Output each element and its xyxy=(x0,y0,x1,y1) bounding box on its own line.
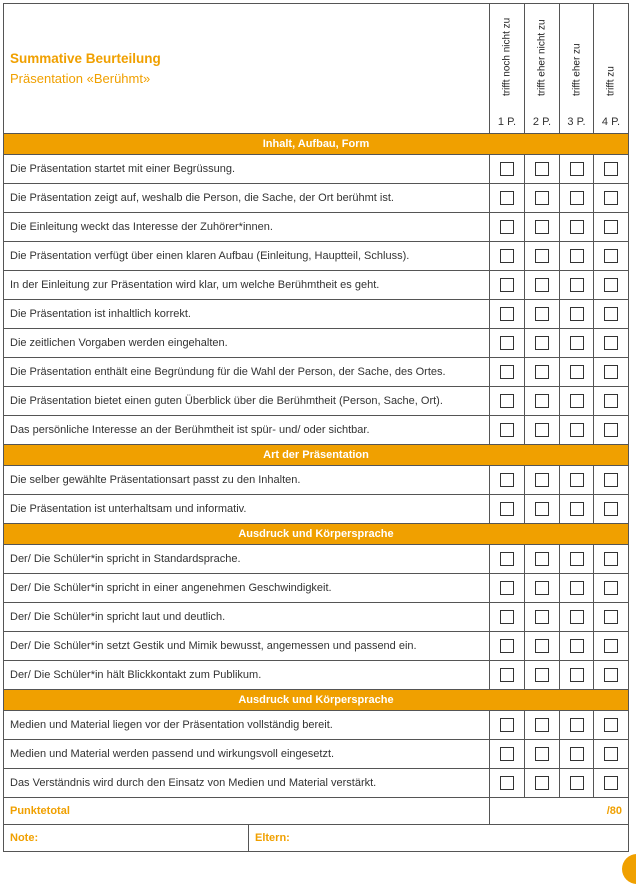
rating-cell xyxy=(490,155,525,184)
rating-checkbox[interactable] xyxy=(535,552,549,566)
rating-cell xyxy=(525,387,560,416)
rating-cell xyxy=(490,213,525,242)
criterion-text: Die Präsentation verfügt über einen klaren Aufbau (Einleitung, Hauptteil, Schluss). xyxy=(4,242,490,271)
rating-cell xyxy=(525,242,560,271)
rating-cell xyxy=(560,184,594,213)
column-points: 4 P. xyxy=(594,111,629,134)
rating-cell xyxy=(560,711,594,740)
column-label: trifft zu xyxy=(605,66,617,96)
rating-checkbox[interactable] xyxy=(500,394,514,408)
total-label: Punktetotal xyxy=(4,798,490,825)
rating-cell xyxy=(525,711,560,740)
rating-checkbox[interactable] xyxy=(604,220,618,234)
criterion-row xyxy=(4,329,629,358)
rating-checkbox[interactable] xyxy=(604,473,618,487)
criterion-row xyxy=(4,545,629,574)
rating-checkbox[interactable] xyxy=(535,365,549,379)
rating-cell xyxy=(525,155,560,184)
rating-cell xyxy=(525,358,560,387)
rating-checkbox[interactable] xyxy=(570,191,584,205)
rating-cell xyxy=(594,213,629,242)
rating-cell xyxy=(560,300,594,329)
rating-cell xyxy=(525,545,560,574)
rating-cell xyxy=(560,661,594,690)
rating-cell xyxy=(594,603,629,632)
column-label: trifft noch nicht zu xyxy=(501,17,513,96)
rating-cell xyxy=(490,603,525,632)
criterion-row xyxy=(4,711,629,740)
column-header-3 xyxy=(560,4,594,112)
rating-checkbox[interactable] xyxy=(570,365,584,379)
rating-checkbox[interactable] xyxy=(570,278,584,292)
rating-cell xyxy=(594,466,629,495)
rating-checkbox[interactable] xyxy=(500,220,514,234)
rating-checkbox[interactable] xyxy=(570,502,584,516)
criterion-text: Das Verständnis wird durch den Einsatz von Medien und Material verstärkt. xyxy=(4,769,490,798)
rating-cell xyxy=(560,387,594,416)
rating-checkbox[interactable] xyxy=(500,668,514,682)
rating-cell xyxy=(560,632,594,661)
criterion-text: Medien und Material liegen vor der Präsentation vollständig bereit. xyxy=(4,711,490,740)
rating-cell xyxy=(594,155,629,184)
rating-checkbox[interactable] xyxy=(535,668,549,682)
rating-cell xyxy=(560,574,594,603)
criterion-text: Die Präsentation enthält eine Begründung für die Wahl der Person, der Sache, des Ortes. xyxy=(4,358,490,387)
rating-cell xyxy=(525,213,560,242)
rating-cell xyxy=(490,271,525,300)
rating-checkbox[interactable] xyxy=(604,336,618,350)
rating-cell xyxy=(490,632,525,661)
section-header xyxy=(4,445,629,466)
rating-cell xyxy=(560,155,594,184)
column-points: 1 P. xyxy=(490,111,525,134)
column-label: trifft eher nicht zu xyxy=(536,19,548,96)
rating-checkbox[interactable] xyxy=(500,776,514,790)
criterion-row xyxy=(4,387,629,416)
rating-checkbox[interactable] xyxy=(604,552,618,566)
rating-cell xyxy=(525,769,560,798)
rating-checkbox[interactable] xyxy=(570,776,584,790)
rating-cell xyxy=(490,242,525,271)
criterion-text: Die Präsentation ist inhaltlich korrekt. xyxy=(4,300,490,329)
criterion-row xyxy=(4,574,629,603)
rating-cell xyxy=(594,387,629,416)
rating-checkbox[interactable] xyxy=(570,336,584,350)
rating-cell xyxy=(594,184,629,213)
rating-checkbox[interactable] xyxy=(500,423,514,437)
criterion-text: Die zeitlichen Vorgaben werden eingehalten. xyxy=(4,329,490,358)
rating-cell xyxy=(490,466,525,495)
total-value[interactable]: /80 xyxy=(490,798,629,825)
criterion-text: Medien und Material werden passend und wirkungsvoll eingesetzt. xyxy=(4,740,490,769)
rating-checkbox[interactable] xyxy=(570,610,584,624)
rating-checkbox[interactable] xyxy=(535,249,549,263)
rating-checkbox[interactable] xyxy=(604,502,618,516)
criterion-row xyxy=(4,155,629,184)
criterion-text: Der/ Die Schüler*in hält Blickkontakt zum Publikum. xyxy=(4,661,490,690)
rating-checkbox[interactable] xyxy=(500,747,514,761)
rating-checkbox[interactable] xyxy=(500,191,514,205)
rating-checkbox[interactable] xyxy=(604,581,618,595)
criterion-text: Der/ Die Schüler*in setzt Gestik und Mimik bewusst, angemessen und passend ein. xyxy=(4,632,490,661)
rating-checkbox[interactable] xyxy=(535,336,549,350)
rating-checkbox[interactable] xyxy=(535,718,549,732)
rating-cell xyxy=(594,632,629,661)
rating-checkbox[interactable] xyxy=(500,336,514,350)
rating-cell xyxy=(594,711,629,740)
rating-cell xyxy=(525,661,560,690)
rating-checkbox[interactable] xyxy=(604,718,618,732)
section-title: Ausdruck und Körpersprache xyxy=(4,524,629,545)
parents-field[interactable]: Eltern: xyxy=(255,832,290,844)
criterion-text: Die selber gewählte Präsentationsart passt zu den Inhalten. xyxy=(4,466,490,495)
criterion-text: Die Präsentation ist unterhaltsam und informativ. xyxy=(4,495,490,524)
rating-cell xyxy=(560,213,594,242)
rating-checkbox[interactable] xyxy=(535,307,549,321)
rating-checkbox[interactable] xyxy=(500,502,514,516)
rating-cell xyxy=(560,416,594,445)
rating-checkbox[interactable] xyxy=(535,162,549,176)
column-points: 3 P. xyxy=(560,111,594,134)
rating-checkbox[interactable] xyxy=(604,191,618,205)
rating-cell xyxy=(525,271,560,300)
total-row xyxy=(4,798,629,825)
rating-checkbox[interactable] xyxy=(535,747,549,761)
rating-cell xyxy=(490,661,525,690)
rating-checkbox[interactable] xyxy=(604,394,618,408)
rating-cell xyxy=(560,358,594,387)
rating-checkbox[interactable] xyxy=(500,365,514,379)
rating-checkbox[interactable] xyxy=(500,473,514,487)
rating-checkbox[interactable] xyxy=(604,307,618,321)
section-title: Art der Präsentation xyxy=(4,445,629,466)
rating-cell xyxy=(490,574,525,603)
rating-checkbox[interactable] xyxy=(570,639,584,653)
criterion-row xyxy=(4,495,629,524)
page-title: Summative Beurteilung xyxy=(10,51,161,66)
rating-checkbox[interactable] xyxy=(604,610,618,624)
rating-cell xyxy=(525,632,560,661)
page-subtitle: Präsentation «Berühmt» xyxy=(10,71,151,86)
rating-checkbox[interactable] xyxy=(500,249,514,263)
signature-row xyxy=(4,825,629,852)
rating-cell xyxy=(525,329,560,358)
rating-checkbox[interactable] xyxy=(500,552,514,566)
criterion-row xyxy=(4,661,629,690)
rating-cell xyxy=(490,711,525,740)
rating-checkbox[interactable] xyxy=(570,747,584,761)
criterion-text: Die Einleitung weckt das Interesse der Zuhörer*innen. xyxy=(4,213,490,242)
rating-checkbox[interactable] xyxy=(604,162,618,176)
column-header-1 xyxy=(490,4,525,112)
section-header xyxy=(4,524,629,545)
rating-checkbox[interactable] xyxy=(535,502,549,516)
rating-cell xyxy=(490,545,525,574)
criterion-row xyxy=(4,184,629,213)
rating-cell xyxy=(594,242,629,271)
rating-checkbox[interactable] xyxy=(604,639,618,653)
rating-checkbox[interactable] xyxy=(535,581,549,595)
rating-checkbox[interactable] xyxy=(500,610,514,624)
rating-cell xyxy=(525,466,560,495)
rating-cell xyxy=(560,271,594,300)
rating-checkbox[interactable] xyxy=(500,162,514,176)
criterion-row xyxy=(4,300,629,329)
header-title-cell xyxy=(4,4,490,134)
rating-checkbox[interactable] xyxy=(570,162,584,176)
section-header xyxy=(4,134,629,155)
rating-checkbox[interactable] xyxy=(535,220,549,234)
criterion-row xyxy=(4,358,629,387)
criterion-text: Das persönliche Interesse an der Berühmtheit ist spür- und/ oder sichtbar. xyxy=(4,416,490,445)
criterion-row xyxy=(4,466,629,495)
rating-checkbox[interactable] xyxy=(604,365,618,379)
rating-cell xyxy=(525,603,560,632)
criterion-text: Die Präsentation zeigt auf, weshalb die Person, die Sache, der Ort berühmt ist. xyxy=(4,184,490,213)
rating-checkbox[interactable] xyxy=(535,776,549,790)
criterion-row xyxy=(4,271,629,300)
rating-cell xyxy=(594,271,629,300)
rating-cell xyxy=(490,387,525,416)
rating-checkbox[interactable] xyxy=(604,423,618,437)
criterion-row xyxy=(4,416,629,445)
rating-cell xyxy=(490,358,525,387)
section-title: Inhalt, Aufbau, Form xyxy=(4,134,629,155)
column-header-4 xyxy=(594,4,629,112)
rating-checkbox[interactable] xyxy=(570,718,584,732)
rating-checkbox[interactable] xyxy=(535,473,549,487)
rating-cell xyxy=(490,300,525,329)
rating-checkbox[interactable] xyxy=(500,718,514,732)
rating-cell xyxy=(560,740,594,769)
section-header xyxy=(4,690,629,711)
rating-checkbox[interactable] xyxy=(500,639,514,653)
rating-checkbox[interactable] xyxy=(500,581,514,595)
criterion-text: Die Präsentation startet mit einer Begrüssung. xyxy=(4,155,490,184)
rating-checkbox[interactable] xyxy=(535,423,549,437)
rating-cell xyxy=(560,329,594,358)
section-title: Ausdruck und Körpersprache xyxy=(4,690,629,711)
rating-checkbox[interactable] xyxy=(570,220,584,234)
rating-cell xyxy=(525,574,560,603)
rating-cell xyxy=(560,603,594,632)
assessment-sheet xyxy=(3,3,628,861)
rating-cell xyxy=(525,300,560,329)
rating-checkbox[interactable] xyxy=(570,307,584,321)
column-header-2 xyxy=(525,4,560,112)
rating-cell xyxy=(594,495,629,524)
rating-cell xyxy=(560,545,594,574)
rating-cell xyxy=(490,329,525,358)
rating-checkbox[interactable] xyxy=(500,278,514,292)
rating-cell xyxy=(594,740,629,769)
criterion-text: Der/ Die Schüler*in spricht in Standardsprache. xyxy=(4,545,490,574)
rating-cell xyxy=(490,769,525,798)
rating-checkbox[interactable] xyxy=(570,423,584,437)
rating-checkbox[interactable] xyxy=(535,394,549,408)
criterion-row xyxy=(4,769,629,798)
rating-cell xyxy=(560,466,594,495)
corner-decoration xyxy=(622,854,636,884)
rating-cell xyxy=(560,242,594,271)
criterion-row xyxy=(4,632,629,661)
rating-checkbox[interactable] xyxy=(604,747,618,761)
criterion-row xyxy=(4,740,629,769)
rating-cell xyxy=(490,416,525,445)
rating-cell xyxy=(490,495,525,524)
column-points: 2 P. xyxy=(525,111,560,134)
rating-cell xyxy=(560,769,594,798)
column-label: trifft eher zu xyxy=(571,43,582,96)
criterion-text: Der/ Die Schüler*in spricht laut und deutlich. xyxy=(4,603,490,632)
rating-cell xyxy=(594,661,629,690)
criterion-row xyxy=(4,603,629,632)
header-row xyxy=(4,4,629,112)
rating-cell xyxy=(490,184,525,213)
assessment-table xyxy=(3,3,629,852)
rating-cell xyxy=(594,329,629,358)
rating-checkbox[interactable] xyxy=(500,307,514,321)
criterion-row xyxy=(4,213,629,242)
rating-cell xyxy=(525,416,560,445)
rating-checkbox[interactable] xyxy=(570,249,584,263)
rating-cell xyxy=(525,184,560,213)
rating-checkbox[interactable] xyxy=(604,668,618,682)
rating-checkbox[interactable] xyxy=(570,668,584,682)
rating-cell xyxy=(560,495,594,524)
rating-checkbox[interactable] xyxy=(535,610,549,624)
rating-checkbox[interactable] xyxy=(570,581,584,595)
rating-cell xyxy=(594,574,629,603)
rating-checkbox[interactable] xyxy=(535,278,549,292)
criterion-text: Der/ Die Schüler*in spricht in einer angenehmen Geschwindigkeit. xyxy=(4,574,490,603)
rating-checkbox[interactable] xyxy=(604,278,618,292)
criterion-text: In der Einleitung zur Präsentation wird klar, um welche Berühmtheit es geht. xyxy=(4,271,490,300)
rating-checkbox[interactable] xyxy=(535,191,549,205)
rating-checkbox[interactable] xyxy=(570,552,584,566)
rating-checkbox[interactable] xyxy=(604,249,618,263)
criterion-row xyxy=(4,242,629,271)
rating-cell xyxy=(594,545,629,574)
rating-cell xyxy=(594,769,629,798)
criterion-text: Die Präsentation bietet einen guten Überblick über die Berühmtheit (Person, Sache, Ort). xyxy=(4,387,490,416)
rating-cell xyxy=(525,495,560,524)
rating-cell xyxy=(594,416,629,445)
note-field[interactable]: Note: xyxy=(4,825,249,851)
rating-checkbox[interactable] xyxy=(535,639,549,653)
rating-cell xyxy=(594,300,629,329)
rating-cell xyxy=(594,358,629,387)
rating-cell xyxy=(490,740,525,769)
rating-checkbox[interactable] xyxy=(570,394,584,408)
rating-checkbox[interactable] xyxy=(604,776,618,790)
rating-cell xyxy=(525,740,560,769)
rating-checkbox[interactable] xyxy=(570,473,584,487)
signature-cell xyxy=(4,825,629,852)
